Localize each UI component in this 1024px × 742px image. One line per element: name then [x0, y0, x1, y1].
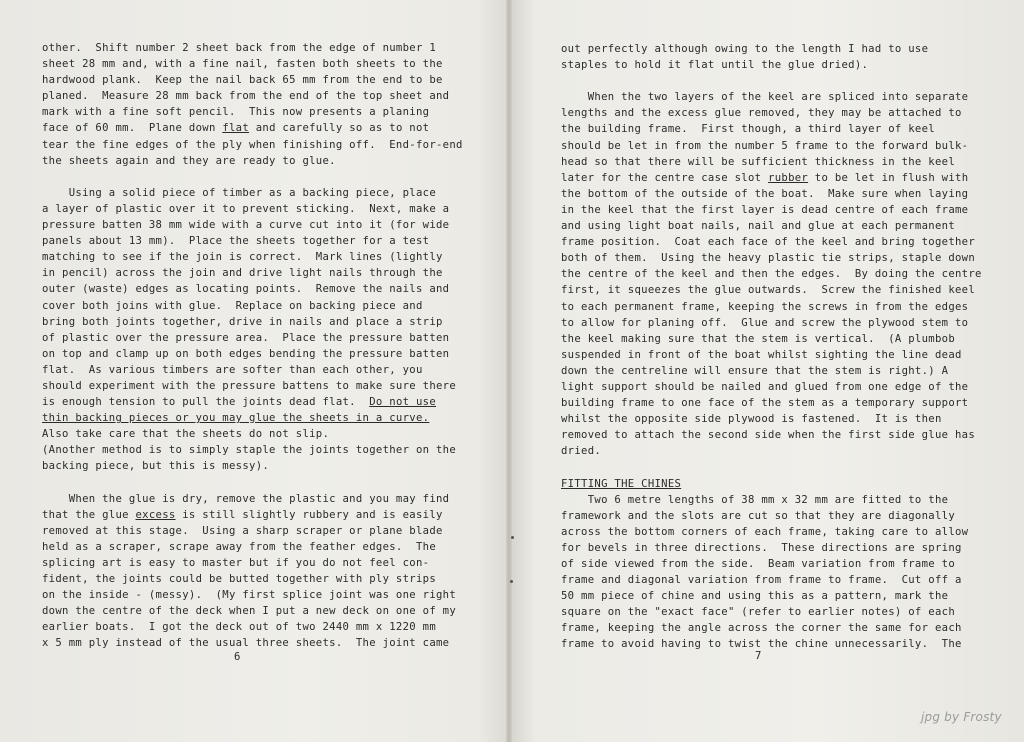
watermark: jpg by Frosty [921, 710, 1002, 724]
text-line: the keel making sure that the stem is vertical. (A plumbob [561, 332, 955, 345]
text-line: down the centre of the deck when I put a new deck on one of my [42, 605, 457, 618]
text-line: panels about 13 mm). Place the sheets together for a test [42, 235, 430, 248]
text-line: bring both joints together, drive in nails and place a strip [42, 315, 443, 328]
text-line: 50 mm piece of chine and using this as a pattern, mark the [561, 590, 949, 603]
text-line: fident, the joints could be butted together with ply strips [42, 573, 436, 586]
text-line: light support should be nailed and glued from one edge of the [561, 380, 969, 393]
text-line: Also take care that the sheets do not slip. [42, 428, 330, 441]
text-line: sheet 28 mm and, with a fine nail, fasten both sheets to the [42, 58, 443, 71]
left-page-text [42, 40, 463, 652]
text-line: is enough tension to pull the joints dead flat. Do not use [42, 396, 437, 409]
text-line: x 5 mm ply instead of the usual three sheets. The joint came [42, 637, 450, 650]
text-line: frame to avoid having to twist the chine unnecessarily. The [561, 638, 962, 651]
text-line: earlier boats. I got the deck out of two 2440 mm x 1220 mm [42, 621, 436, 634]
text-line: head so that there will be sufficient thickness in the keel [561, 155, 955, 168]
text-line: frame, keeping the angle across the corner the same for each [561, 622, 962, 635]
page-number: 7 [755, 650, 762, 662]
text-line: tear the fine edges of the ply when finishing off. End-for-end [42, 138, 463, 151]
text-line: of side viewed from the side. Beam variation from frame to [561, 558, 955, 570]
text-line: first, it squeezes the glue outwards. Screw the finished keel [561, 284, 976, 297]
text-line: suspended in front of the boat whilst sighting the line dead [561, 348, 962, 361]
text-line: frame position. Coat each face of the keel and bring together [561, 236, 976, 249]
text-line: When the glue is dry, remove the plastic and you may find [42, 492, 450, 505]
text-line: the sheets again and they are ready to glue. [42, 154, 336, 167]
text-line: a layer of plastic over it to prevent sticking. Next, make a [42, 202, 450, 215]
text-line: planed. Measure 28 mm back from the end of the top sheet and [42, 90, 450, 103]
text-line: on the inside - (messy). (My first splice joint was one right [42, 589, 457, 602]
text-line: and using light boat nails, nail and glue at each permanent [561, 220, 955, 233]
gutter-mark [511, 536, 514, 539]
text-line: later for the centre case slot rubber to be let in flush with [561, 171, 969, 184]
text-line: framework and the slots are cut so that they are diagonally [561, 509, 955, 522]
gutter-mark [510, 580, 513, 583]
text-line: dried. [561, 445, 602, 458]
text-line: lengths and the excess glue removed, they may be attached to [561, 107, 962, 120]
text-line: should experiment with the pressure battens to make sure there [42, 379, 457, 392]
text-line: face of 60 mm. Plane down flat and carefully so as to not [42, 122, 430, 135]
text-line: out perfectly although owing to the length I had to use [561, 43, 929, 55]
text-line: frame and diagonal variation from frame to frame. Cut off a [561, 574, 962, 587]
text-line: should be let in from the number 5 frame to the forward bulk- [561, 139, 969, 152]
text-line: the bottom of the outside of the boat. Make sure when laying [561, 187, 969, 200]
text-line: the centre of the keel and then the edges. By doing the centre [561, 268, 982, 281]
text-line: (Another method is to simply staple the joints together on the [42, 444, 457, 457]
text-line: removed at this stage. Using a sharp scraper or plane blade [42, 524, 443, 537]
text-line: in the keel that the first layer is dead centre of each frame [561, 203, 969, 216]
section-heading: FITTING THE CHINES [561, 477, 682, 490]
text-line: Using a solid piece of timber as a backing piece, place [42, 186, 436, 199]
text-line: on top and clamp up on both edges bending the pressure batten [42, 347, 450, 360]
text-line: square on the "exact face" (refer to earlier notes) of each [561, 606, 955, 619]
text-line: removed to attach the second side when the first side glue has [561, 429, 976, 442]
text-line: building frame to one face of the stem as a temporary support [561, 397, 969, 410]
right-page-text [561, 41, 982, 653]
text-line: held as a scraper, scrape away from the feather edges. The [42, 540, 436, 553]
book-gutter [506, 0, 512, 742]
text-line: mark with a fine soft pencil. This now presents a planing [42, 106, 430, 119]
text-line: the building frame. First though, a third layer of keel [561, 123, 935, 136]
text-line: outer (waste) edges as locating points. Remove the nails and [42, 283, 450, 296]
page-number: 6 [234, 651, 241, 663]
text-line: staples to hold it flat until the glue dried). [561, 59, 869, 72]
text-line: splicing art is easy to master but if you do not feel con- [42, 557, 430, 569]
text-line: backing piece, but this is messy). [42, 460, 270, 473]
text-line: When the two layers of the keel are spliced into separate [561, 91, 969, 104]
text-line: hardwood plank. Keep the nail back 65 mm from the end to be [42, 74, 443, 87]
text-line: across the bottom corners of each frame, taking care to allow [561, 525, 969, 538]
text-line: to allow for planing off. Glue and screw the plywood stem to [561, 316, 969, 329]
text-line: cover both joins with glue. Replace on backing piece and [42, 299, 423, 312]
text-line: to each permanent frame, keeping the screws in from the edges [561, 300, 969, 313]
text-line: flat. As various timbers are softer than each other, you [42, 363, 423, 376]
text-line: Two 6 metre lengths of 38 mm x 32 mm are fitted to the [561, 493, 949, 506]
text-line: both of them. Using the heavy plastic tie strips, staple down [561, 252, 976, 265]
text-line: that the glue excess is still slightly rubbery and is easily [42, 508, 443, 521]
text-line: whilst the opposite side plywood is fastened. It is then [561, 413, 942, 426]
text-line: other. Shift number 2 sheet back from the edge of number 1 [42, 42, 436, 54]
text-line: pressure batten 38 mm wide with a curve cut into it (for wide [42, 219, 450, 232]
text-line: matching to see if the join is correct. Mark lines (lightly [42, 251, 443, 264]
text-line: in pencil) across the join and drive light nails through the [42, 267, 443, 280]
text-line: down the centreline will ensure that the stem is right.) A [561, 364, 949, 377]
text-line: thin backing pieces or you may glue the sheets in a curve. [42, 412, 430, 425]
text-line: of plastic over the pressure area. Place the pressure batten [42, 331, 450, 344]
text-line: for bevels in three directions. These directions are spring [561, 541, 962, 554]
